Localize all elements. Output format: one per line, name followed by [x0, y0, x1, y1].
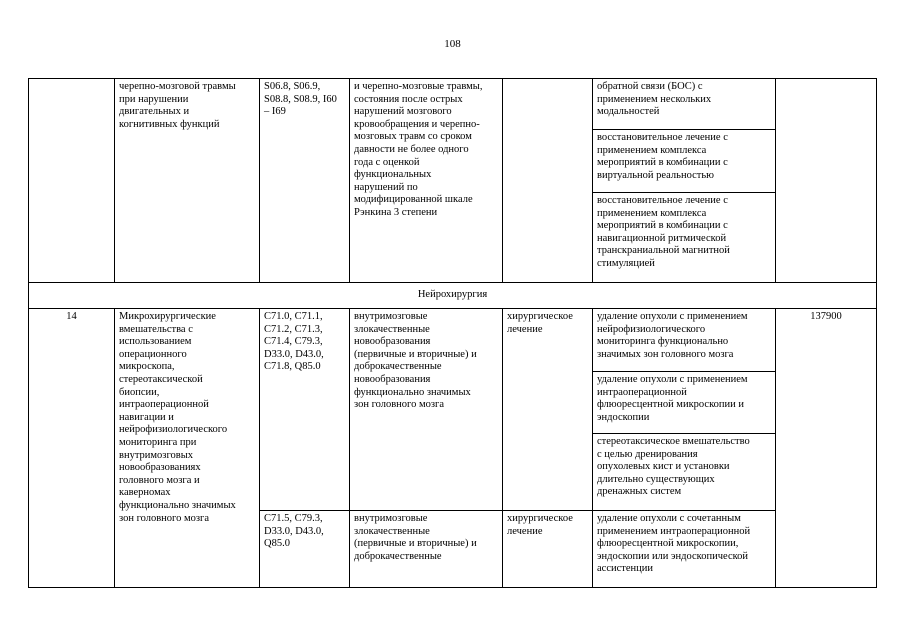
medical-care-table [28, 78, 877, 588]
section-row [29, 283, 877, 309]
patient-model-cell: внутримозговые злокачественные новообразования (первичные и вторичные) и доброкачественные новообразования функционально значимых зон головного мозга [350, 309, 503, 511]
icd-codes-cell: C71.0, C71.1, C71.2, C71.3, C71.4, C79.3, D33.0, D43.0, C71.8, Q85.0 [260, 309, 350, 511]
intervention-name-cell: Микрохирургические вмешательства с использованием операционного микроскопа, стереотаксической биопсии, интраоперационной навигации и нейрофизиологического мониторинга при внутримозговых новообразованиях головного мозга и каверномах функционально значимых зон головного мозга [115, 309, 260, 588]
method-cell: восстановительное лечение с применением комплекса мероприятий в комбинации с виртуальной реальностью [593, 130, 776, 193]
method-cell: удаление опухоли с применением нейрофизиологического мониторинга функционально значимых зон головного мозга [593, 309, 776, 372]
page-number: 108 [444, 38, 461, 50]
method-cell: стереотаксическое вмешательство с целью дренирования опухолевых кист и установки длительно существующих дренажных систем [593, 434, 776, 511]
patient-model-cell: внутримозговые злокачественные (первичные и вторичные) и доброкачественные [350, 511, 503, 588]
row-number-cell: 14 [29, 309, 115, 588]
method-cell: удаление опухоли с сочетанным применением интраоперационной флюоресцентной микроскопии, эндоскопии или эндоскопической ассистенции [593, 511, 776, 588]
section-title: Нейрохирургия [29, 283, 877, 309]
table-row [29, 309, 877, 372]
method-cell: обратной связи (БОС) с применением нескольких модальностей [593, 79, 776, 130]
icd-codes-cell: C71.5, C79.3, D33.0, D43.0, Q85.0 [260, 511, 350, 588]
treatment-type-cell: хирургическое лечение [503, 309, 593, 511]
method-cell: восстановительное лечение с применением комплекса мероприятий в комбинации с навигационной ритмической транскраниальной магнитной стимуляцией [593, 193, 776, 283]
method-cell: удаление опухоли с применением интраоперационной флюоресцентной микроскопии и эндоскопии [593, 372, 776, 434]
treatment-type-cell [503, 79, 593, 283]
row-number-cell [29, 79, 115, 283]
treatment-type-cell: хирургическое лечение [503, 511, 593, 588]
table-row [29, 79, 877, 130]
intervention-name-cell: черепно-мозговой травмы при нарушении двигательных и когнитивных функций [115, 79, 260, 283]
icd-codes-cell: S06.8, S06.9, S08.8, S08.9, I60 – I69 [260, 79, 350, 283]
patient-model-cell: и черепно-мозговые травмы, состояния после острых нарушений мозгового кровообращения и черепно- мозговых травм со сроком давности не более одного года с оценкой функциональных нарушений по модифицированной шкале Рэнкина 3 степени [350, 79, 503, 283]
cost-cell [776, 79, 877, 283]
cost-cell: 137900 [776, 309, 877, 588]
